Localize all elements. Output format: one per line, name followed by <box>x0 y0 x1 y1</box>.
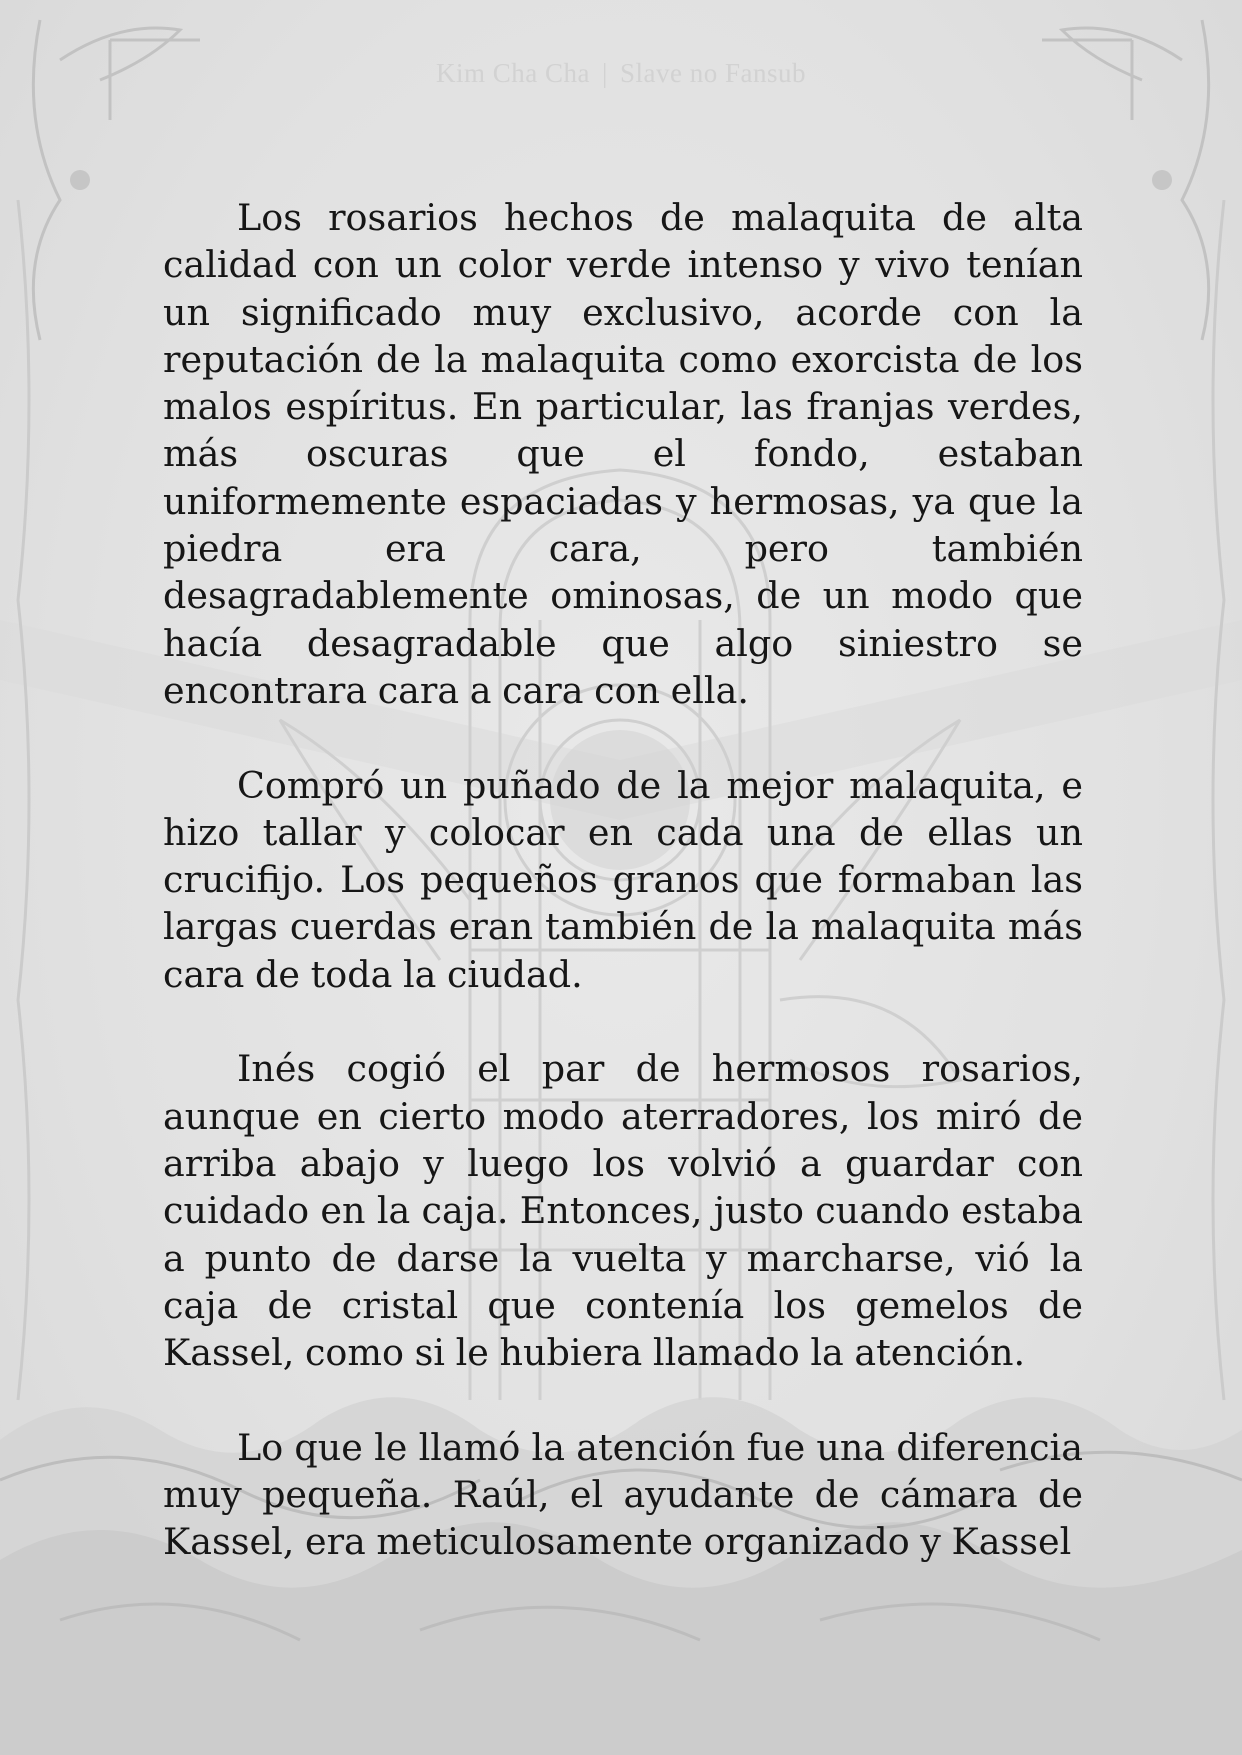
paragraph-4: Lo que le llamó la atención fue una diferencia muy pequeña. Raúl, el ayudante de cámara de Kassel, era meticulosamente organizado y Kassel <box>163 1425 1083 1564</box>
paragraph-3: Inés cogió el par de hermosos rosarios, aunque en cierto modo aterradores, los miró de arriba abajo y luego los volvió a guardar con cuidado en la caja. Entonces, justo cuando estaba a punto de darse la vuelta y marcharse, vió la caja de cristal que contenía los gemelos de Kassel, como si le hubiera llamado la atención. <box>163 1047 1083 1375</box>
watermark-left: Kim Cha Cha <box>436 58 591 88</box>
paragraph-1: Los rosarios hechos de malaquita de alta calidad con un color verde intenso y vivo tenían un significado muy exclusivo, acorde con la reputación de la malaquita como exorcista de los malos espíritus. En particular, las franjas verdes, más oscuras que el fondo, estaban uniformemente espaciadas y hermosas, ya que la piedra era cara, pero también desagradablemente ominosas, de un modo que hacía desagradable que algo siniestro se encontrara cara a cara con ella. <box>163 196 1083 712</box>
watermark <box>0 58 1242 89</box>
watermark-right: Slave no Fansub <box>619 58 806 88</box>
paragraph-2: Compró un puñado de la mejor malaquita, e hizo tallar y colocar en cada una de ellas un crucifijo. Los pequeños granos que formaban las largas cuerdas eran también de la malaquita más cara de toda la ciudad. <box>163 763 1083 996</box>
text-body <box>163 194 1083 1613</box>
watermark-separator: | <box>602 58 608 88</box>
